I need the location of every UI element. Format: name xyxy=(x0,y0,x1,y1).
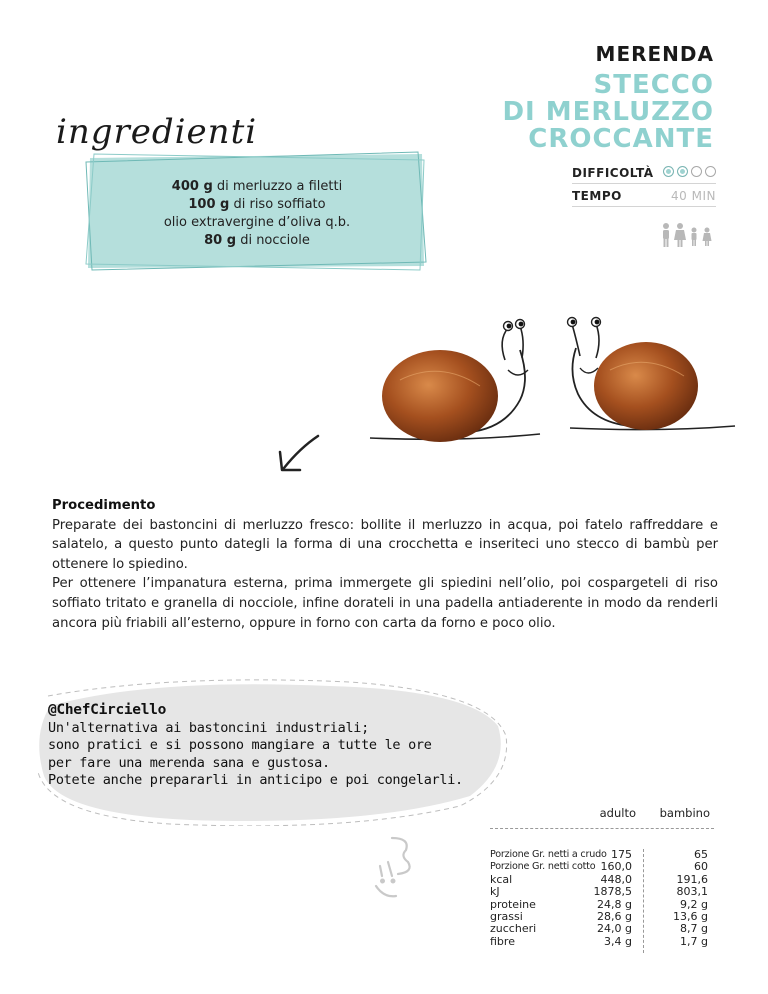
chef-note-line: Un'alternativa ai bastoncini industriali; xyxy=(48,719,369,736)
chef-note-line: Potete anche prepararli in anticipo e poi congelarli. xyxy=(48,772,463,788)
chef-note-line: sono pratici e si possono mangiare a tutte le ore xyxy=(48,737,432,753)
difficulty-dot-2 xyxy=(677,166,688,177)
procedure-paragraph-2: Per ottenere l’impanatura esterna, prima immergete gli spiedini nell’olio, poi cospargeteli di riso soffiato tritato e granella di nocciole, infine dorateli in una padella antiaderente in modo da renderli ancora più friabili all’esterno, oppure in forno con carta da forno e poco olio. xyxy=(52,576,718,631)
table-row: Porzione Gr. netti a crudo 175 65 xyxy=(490,848,708,861)
procedure-section xyxy=(52,496,718,633)
chef-note xyxy=(48,702,488,790)
difficulty-dot-4 xyxy=(705,166,716,177)
procedure-title: Procedimento xyxy=(52,498,156,513)
recipe-meta xyxy=(572,166,716,203)
table-row: fibre 3,4 g 1,7 g xyxy=(490,934,708,948)
smiley-doodle-icon xyxy=(370,832,420,902)
ingredients-title: ingredienti xyxy=(56,112,258,152)
column-adult: adulto xyxy=(599,806,636,820)
chef-handle: @ChefCirciello xyxy=(48,702,167,718)
ingredient-item: 400 g di merluzzo a filetti xyxy=(171,179,343,194)
family-icon xyxy=(660,222,716,248)
hazelnut-snails-illustration xyxy=(340,300,750,470)
time-value: 40 MIN xyxy=(671,189,716,203)
difficulty-dot-1 xyxy=(663,166,674,177)
chef-note-line: per fare una merenda sana e gustosa. xyxy=(48,754,330,771)
recipe-title-line-1: STECCO xyxy=(593,70,714,100)
table-row: kcal 448,0 191,6 xyxy=(490,872,708,886)
table-row: grassi 28,6 g 13,6 g xyxy=(490,909,708,923)
nutrition-header xyxy=(490,806,714,829)
table-row: proteine 24,8 g 9,2 g xyxy=(490,897,708,911)
recipe-category: MERENDA xyxy=(595,42,714,66)
nutrition-table xyxy=(490,806,714,948)
ingredient-item: olio extravergine d’oliva q.b. xyxy=(163,215,351,230)
time-label: TEMPO xyxy=(572,189,622,203)
column-child: bambino xyxy=(659,806,710,820)
nutrition-body xyxy=(490,829,714,948)
table-row: zuccheri 24,0 g 8,7 g xyxy=(490,922,708,936)
table-row: kJ 1878,5 803,1 xyxy=(490,885,708,899)
arrow-down-left-icon xyxy=(274,430,324,476)
meta-divider-2 xyxy=(572,206,716,207)
table-row: Porzione Gr. netti cotto 160,0 60 xyxy=(490,860,708,874)
difficulty-dots xyxy=(663,166,716,177)
ingredients-list xyxy=(92,178,422,250)
recipe-title xyxy=(354,72,714,153)
recipe-title-line-2: DI MERLUZZO xyxy=(502,97,714,127)
procedure-paragraph-1: Preparate dei bastoncini di merluzzo fresco: bollite il merluzzo in acqua, poi fatelo raffreddare e salatelo, a questo punto dategli la forma di una crocchetta e inseriteci uno stecco di bambù per ottenere lo spiedino. xyxy=(52,517,718,572)
recipe-title-line-3: CROCCANTE xyxy=(528,124,714,154)
ingredient-item: 80 g di nocciole xyxy=(204,233,310,248)
ingredient-item: 100 g di riso soffiato xyxy=(188,197,326,212)
difficulty-dot-3 xyxy=(691,166,702,177)
meta-divider xyxy=(572,183,716,184)
difficulty-label: DIFFICOLTÀ xyxy=(572,166,654,180)
